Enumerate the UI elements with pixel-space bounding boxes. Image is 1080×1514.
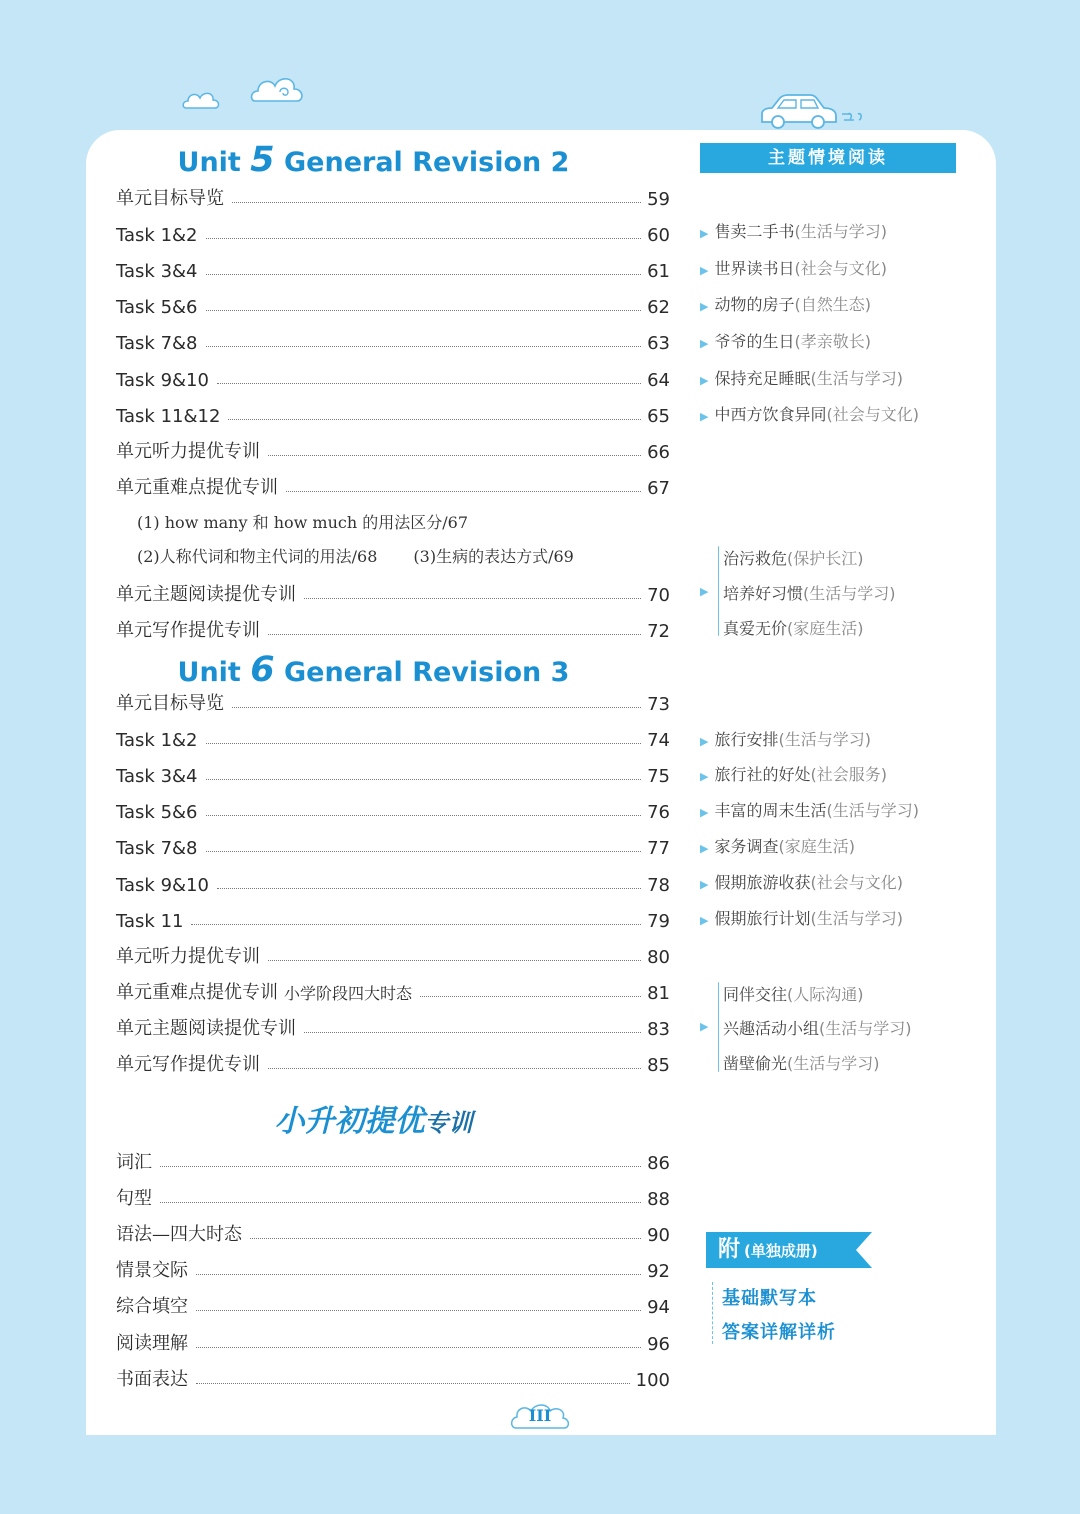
toc-row[interactable]: 单元写作提优专训 72: [116, 620, 670, 642]
theme-header: 主题情境阅读: [700, 143, 956, 173]
triangle-icon: ▶: [700, 410, 709, 423]
toc-row[interactable]: Task 9&10 64: [116, 370, 670, 391]
toc-row[interactable]: Task 5&6 76: [116, 802, 670, 823]
theme-item[interactable]: 同伴交往(人际沟通): [723, 985, 864, 1004]
toc-row[interactable]: 词汇 86: [116, 1152, 670, 1174]
theme-item[interactable]: ▶ 旅行社的好处(社会服务): [700, 765, 887, 784]
triangle-icon: ▶: [700, 337, 709, 350]
subtopic[interactable]: (2)人称代词和物主代词的用法/68: [137, 547, 378, 566]
toc-row[interactable]: Task 5&6 62: [116, 297, 670, 318]
toc-row[interactable]: 单元重难点提优专训 67: [116, 477, 670, 499]
triangle-icon: ▶: [700, 1020, 709, 1033]
toc-row[interactable]: 单元听力提优专训 80: [116, 946, 670, 968]
theme-item[interactable]: ▶ 家务调查(家庭生活): [700, 837, 855, 856]
theme-item[interactable]: ▶ 保持充足睡眠(生活与学习): [700, 369, 903, 388]
toc-row[interactable]: 单元目标导览 59: [116, 188, 670, 210]
bottom-wave: [0, 1378, 1080, 1514]
unit6-title: Unit 6 General Revision 3: [177, 650, 570, 690]
theme-item[interactable]: 真爱无价(家庭生活): [723, 619, 864, 638]
toc-row[interactable]: 单元目标导览 73: [116, 693, 670, 715]
toc-row[interactable]: 情景交际 92: [116, 1260, 670, 1282]
special-section-title: 小升初提优专训: [274, 1104, 473, 1139]
cloud-icon: [250, 72, 306, 106]
toc-row[interactable]: Task 7&8 77: [116, 838, 670, 859]
triangle-icon: ▶: [700, 842, 709, 855]
theme-item[interactable]: ▶ 丰富的周末生活(生活与学习): [700, 801, 919, 820]
triangle-icon: ▶: [700, 227, 709, 240]
subtopic[interactable]: (3)生病的表达方式/69: [413, 547, 574, 566]
toc-row[interactable]: 单元听力提优专训 66: [116, 441, 670, 463]
toc-row[interactable]: Task 3&4 75: [116, 766, 670, 787]
theme-item[interactable]: ▶ 中西方饮食异同(社会与文化): [700, 405, 919, 424]
subtopic[interactable]: (1) how many 和 how much 的用法区分/67: [137, 513, 468, 532]
toc-row[interactable]: 语法—四大时态 90: [116, 1224, 670, 1246]
toc-row[interactable]: 书面表达 100: [116, 1369, 670, 1391]
group-bracket: [718, 546, 719, 636]
appendix-divider: [712, 1282, 713, 1344]
group-bracket: [718, 982, 719, 1072]
toc-row[interactable]: Task 1&2 60: [116, 225, 670, 246]
unit5-title: Unit 5 General Revision 2: [177, 140, 570, 180]
theme-item[interactable]: ▶ 假期旅行计划(生活与学习): [700, 909, 903, 928]
appendix-banner: 附 (单独成册): [706, 1232, 872, 1268]
theme-item[interactable]: ▶ 售卖二手书(生活与学习): [700, 222, 887, 241]
toc-row[interactable]: Task 11&12 65: [116, 406, 670, 427]
toc-subtopics: [137, 544, 610, 567]
cloud-icon: [182, 88, 222, 112]
toc-row[interactable]: 单元写作提优专训 85: [116, 1054, 670, 1076]
theme-item[interactable]: 治污救危(保护长江): [723, 549, 864, 568]
theme-item[interactable]: ▶ 爷爷的生日(孝亲敬长): [700, 332, 871, 351]
triangle-icon: ▶: [700, 374, 709, 387]
car-icon: [756, 92, 868, 132]
toc-row[interactable]: 单元主题阅读提优专训 70: [116, 584, 670, 606]
triangle-icon: ▶: [700, 585, 709, 598]
theme-item[interactable]: ▶ 动物的房子(自然生态): [700, 295, 871, 314]
toc-row[interactable]: Task 3&4 61: [116, 261, 670, 282]
toc-row[interactable]: 单元主题阅读提优专训 83: [116, 1018, 670, 1040]
triangle-icon: ▶: [700, 878, 709, 891]
toc-row[interactable]: Task 7&8 63: [116, 333, 670, 354]
theme-item[interactable]: 兴趣活动小组(生活与学习): [723, 1019, 912, 1038]
triangle-icon: ▶: [700, 770, 709, 783]
triangle-icon: ▶: [700, 300, 709, 313]
page-number-badge: III: [510, 1402, 570, 1430]
toc-row[interactable]: Task 9&10 78: [116, 875, 670, 896]
toc-row[interactable]: 综合填空 94: [116, 1296, 670, 1318]
theme-item[interactable]: 凿壁偷光(生活与学习): [723, 1054, 880, 1073]
toc-row[interactable]: 句型 88: [116, 1188, 670, 1210]
toc-row[interactable]: Task 11 79: [116, 911, 670, 932]
theme-item[interactable]: 培养好习惯(生活与学习): [723, 584, 896, 603]
triangle-icon: ▶: [700, 914, 709, 927]
theme-item[interactable]: ▶ 世界读书日(社会与文化): [700, 259, 887, 278]
triangle-icon: ▶: [700, 806, 709, 819]
theme-item[interactable]: ▶ 旅行安排(生活与学习): [700, 730, 871, 749]
triangle-icon: ▶: [700, 264, 709, 277]
toc-row[interactable]: Task 1&2 74: [116, 730, 670, 751]
toc-row[interactable]: 阅读理解 96: [116, 1333, 670, 1355]
toc-row[interactable]: 单元重难点提优专训 小学阶段四大时态 81: [116, 982, 670, 1004]
appendix-item[interactable]: 基础默写本: [722, 1288, 817, 1309]
appendix-item[interactable]: 答案详解详析: [722, 1322, 836, 1343]
toc-subtopics: [137, 510, 504, 533]
triangle-icon: ▶: [700, 735, 709, 748]
theme-item[interactable]: ▶ 假期旅游收获(社会与文化): [700, 873, 903, 892]
